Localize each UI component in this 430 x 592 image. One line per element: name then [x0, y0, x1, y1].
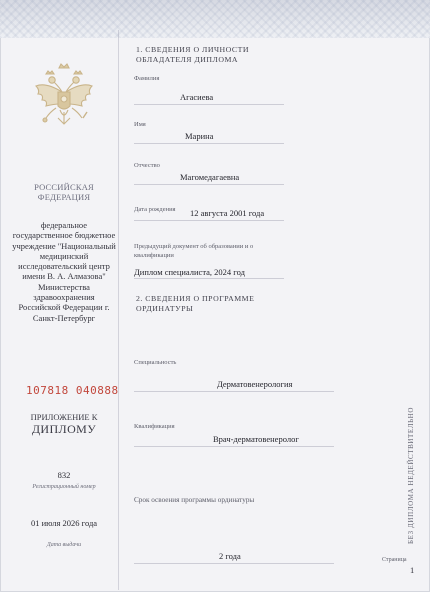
name-label: Имя [134, 121, 146, 128]
speciality-value: Дерматовенерология [217, 379, 293, 389]
name-value: Марина [185, 131, 214, 141]
patronymic-underline [134, 184, 284, 185]
duration-value: 2 года [219, 551, 241, 561]
birth-date-underline [134, 220, 284, 221]
registration-number-caption: Регистрационный номер [32, 484, 96, 490]
previous-document-underline [134, 278, 284, 279]
birth-date-value: 12 августа 2001 года [190, 208, 265, 218]
qualification-label: Квалификация [134, 423, 175, 430]
issue-date: 01 июля 2026 года [30, 518, 98, 528]
page-number: 1 [410, 565, 415, 575]
page-label: Страница [382, 557, 407, 563]
surname-underline [134, 104, 284, 105]
speciality-label: Специальность [134, 359, 177, 366]
previous-document-label: Предыдущий документ об образовании и о квалификации [134, 243, 254, 259]
section2-title: 2. СВЕДЕНИЯ О ПРОГРАММЕ ОРДИНАТУРЫ [136, 294, 255, 313]
qualification-value: Врач-дерматовенеролог [213, 434, 299, 444]
previous-document-value: Диплом специалиста, 2024 год [134, 267, 245, 277]
appendix-title-line1: ПРИЛОЖЕНИЕ К [30, 412, 98, 422]
institution-name: федеральное государственное бюджетное учреждение "Национальный медицинский исследовательский центр имени В. А. Алмазова" Министерства здравоохранения Российской Федерации г. Санкт-Петербург [12, 220, 116, 323]
issue-date-caption: Дата выдачи [46, 542, 82, 548]
patronymic-label: Отчество [134, 162, 160, 169]
duration-label: Срок освоения программы ординатуры [134, 496, 255, 504]
vertical-validity-note: БЕЗ ДИПЛОМА НЕДЕЙСТВИТЕЛЬНО [407, 407, 415, 544]
birth-date-label: Дата рождения [134, 206, 176, 213]
speciality-underline [134, 391, 334, 392]
name-underline [134, 143, 284, 144]
appendix-title-line2: ДИПЛОМУ [31, 422, 97, 436]
diploma-serial-number: 107818 040888 [26, 384, 119, 397]
duration-underline [134, 563, 334, 564]
surname-value: Агасиева [180, 92, 214, 102]
registration-number: 832 [57, 470, 71, 480]
qualification-underline [134, 446, 334, 447]
surname-label: Фамилия [134, 75, 160, 82]
patronymic-value: Магомедагаевна [180, 172, 240, 182]
country-label: РОССИЙСКАЯ ФЕДЕРАЦИЯ [34, 182, 94, 202]
section1-title: 1. СВЕДЕНИЯ О ЛИЧНОСТИ ОБЛАДАТЕЛЯ ДИПЛОМА [136, 45, 249, 64]
